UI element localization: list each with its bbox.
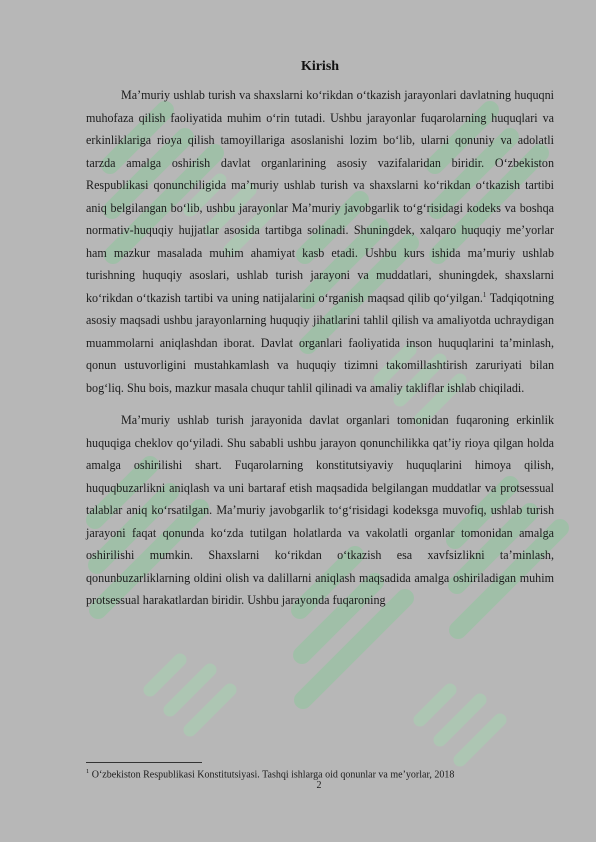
footnote-marker: 1 bbox=[86, 768, 90, 775]
footnote-text: O‘zbekiston Respublikasi Konstitutsiyasi. Tashqi ishlarga oid qonunlar va me’yorlar, 2018 bbox=[89, 769, 455, 781]
paragraph-1-text-before: Ma’muriy ushlab turish va shaxslarni ko‘rikdan o‘tkazish jarayonlari davlatning huquqni muhofaza qilish faoliyatida muhim o‘rin tutadi. Ushbu jarayonlar fuqarolarning huquqlari va erkinliklariga rioya qilish tamoyillariga asoslanishi lozim bo‘lib, ularni qonuniy va adolatli tarzda amalga oshirish davlat organlarining asosiy vazifalaridan biridir. O‘zbekiston Respublikasi qonunchiligida ma’muriy ushlab turish va shaxslarni ko‘rikdan o‘tkazish tartibi aniq belgilangan bo‘lib, ushbu jarayonlar Ma’muriy javobgarlik to‘g‘risidagi kodeks va boshqa normativ-huquqiy hujjatlar asosida tartibga solinadi. Shuningdek, xalqaro huquqiy me’yorlar ham mazkur masalada muhim ahamiyat kasb etadi. Ushbu kurs ishida ma’muriy ushlab turishning huquqiy asoslari, ushlab turish jarayoni va muddatlari, shuningdek, shaxslarni ko‘rikdan o‘tkazish tartibi va uning natijalarini o‘rganish maqsad qilib qo‘yilgan. bbox=[86, 88, 554, 305]
page-title: Kirish bbox=[300, 59, 340, 74]
main-content bbox=[86, 58, 554, 612]
footnote-divider bbox=[86, 762, 202, 763]
footnote-reference-1[interactable]: 1 bbox=[482, 290, 487, 299]
page-number: 2 bbox=[316, 780, 322, 791]
paragraph-1-text-after: Tadqiqotning asosiy maqsadi ushbu jarayonlarning huquqiy jihatlarini tahlil qilish va amaliyotda uchraydigan muammolarni aniqlashdan iborat. Davlat organlari faoliyatida inson huquqlarini ta’minlash, qonun ustuvorligini mustahkamlash va huquqiy tizimni takomillashtirish zaruriyati bilan bog‘liq. Shu bois, mazkur masala chuqur tahlil qilinadi va amaliy takliflar ishlab chiqiladi. bbox=[86, 290, 555, 395]
paragraph-1 bbox=[86, 84, 554, 399]
paragraph-2: Ma’muriy ushlab turish jarayonida davlat organlari tomonidan fuqaroning erkinlik huquqiga cheklov qo‘yiladi. Shu sababli ushbu jarayon qonunchilikka qat’iy rioya qilgan holda amalga oshirilishi shart. Fuqarolarning konstitutsiyaviy huquqlarini himoya qilish, huquqbuzarlikni aniqlash va uni bartaraf etish maqsadida belgilangan muddatlar va protsessual talablar aniq ko‘rsatilgan. Ma’muriy javobgarlik to‘g‘risidagi kodeksga muvofiq, ushlab turish jarayoni faqat qonunda ko‘zda tutilgan holatlarda va vakolatli organlar tomonidan amalga oshirilishi mumkin. Shaxslarni ko‘rikdan o‘tkazish esa xavfsizlikni ta’minlash, qonunbuzarliklarning oldini olish va dalillarni aniqlash maqsadida amalga oshiriladigan muhim protsessual harakatlardan biridir. Ushbu jarayonda fuqaroning bbox=[86, 413, 554, 607]
